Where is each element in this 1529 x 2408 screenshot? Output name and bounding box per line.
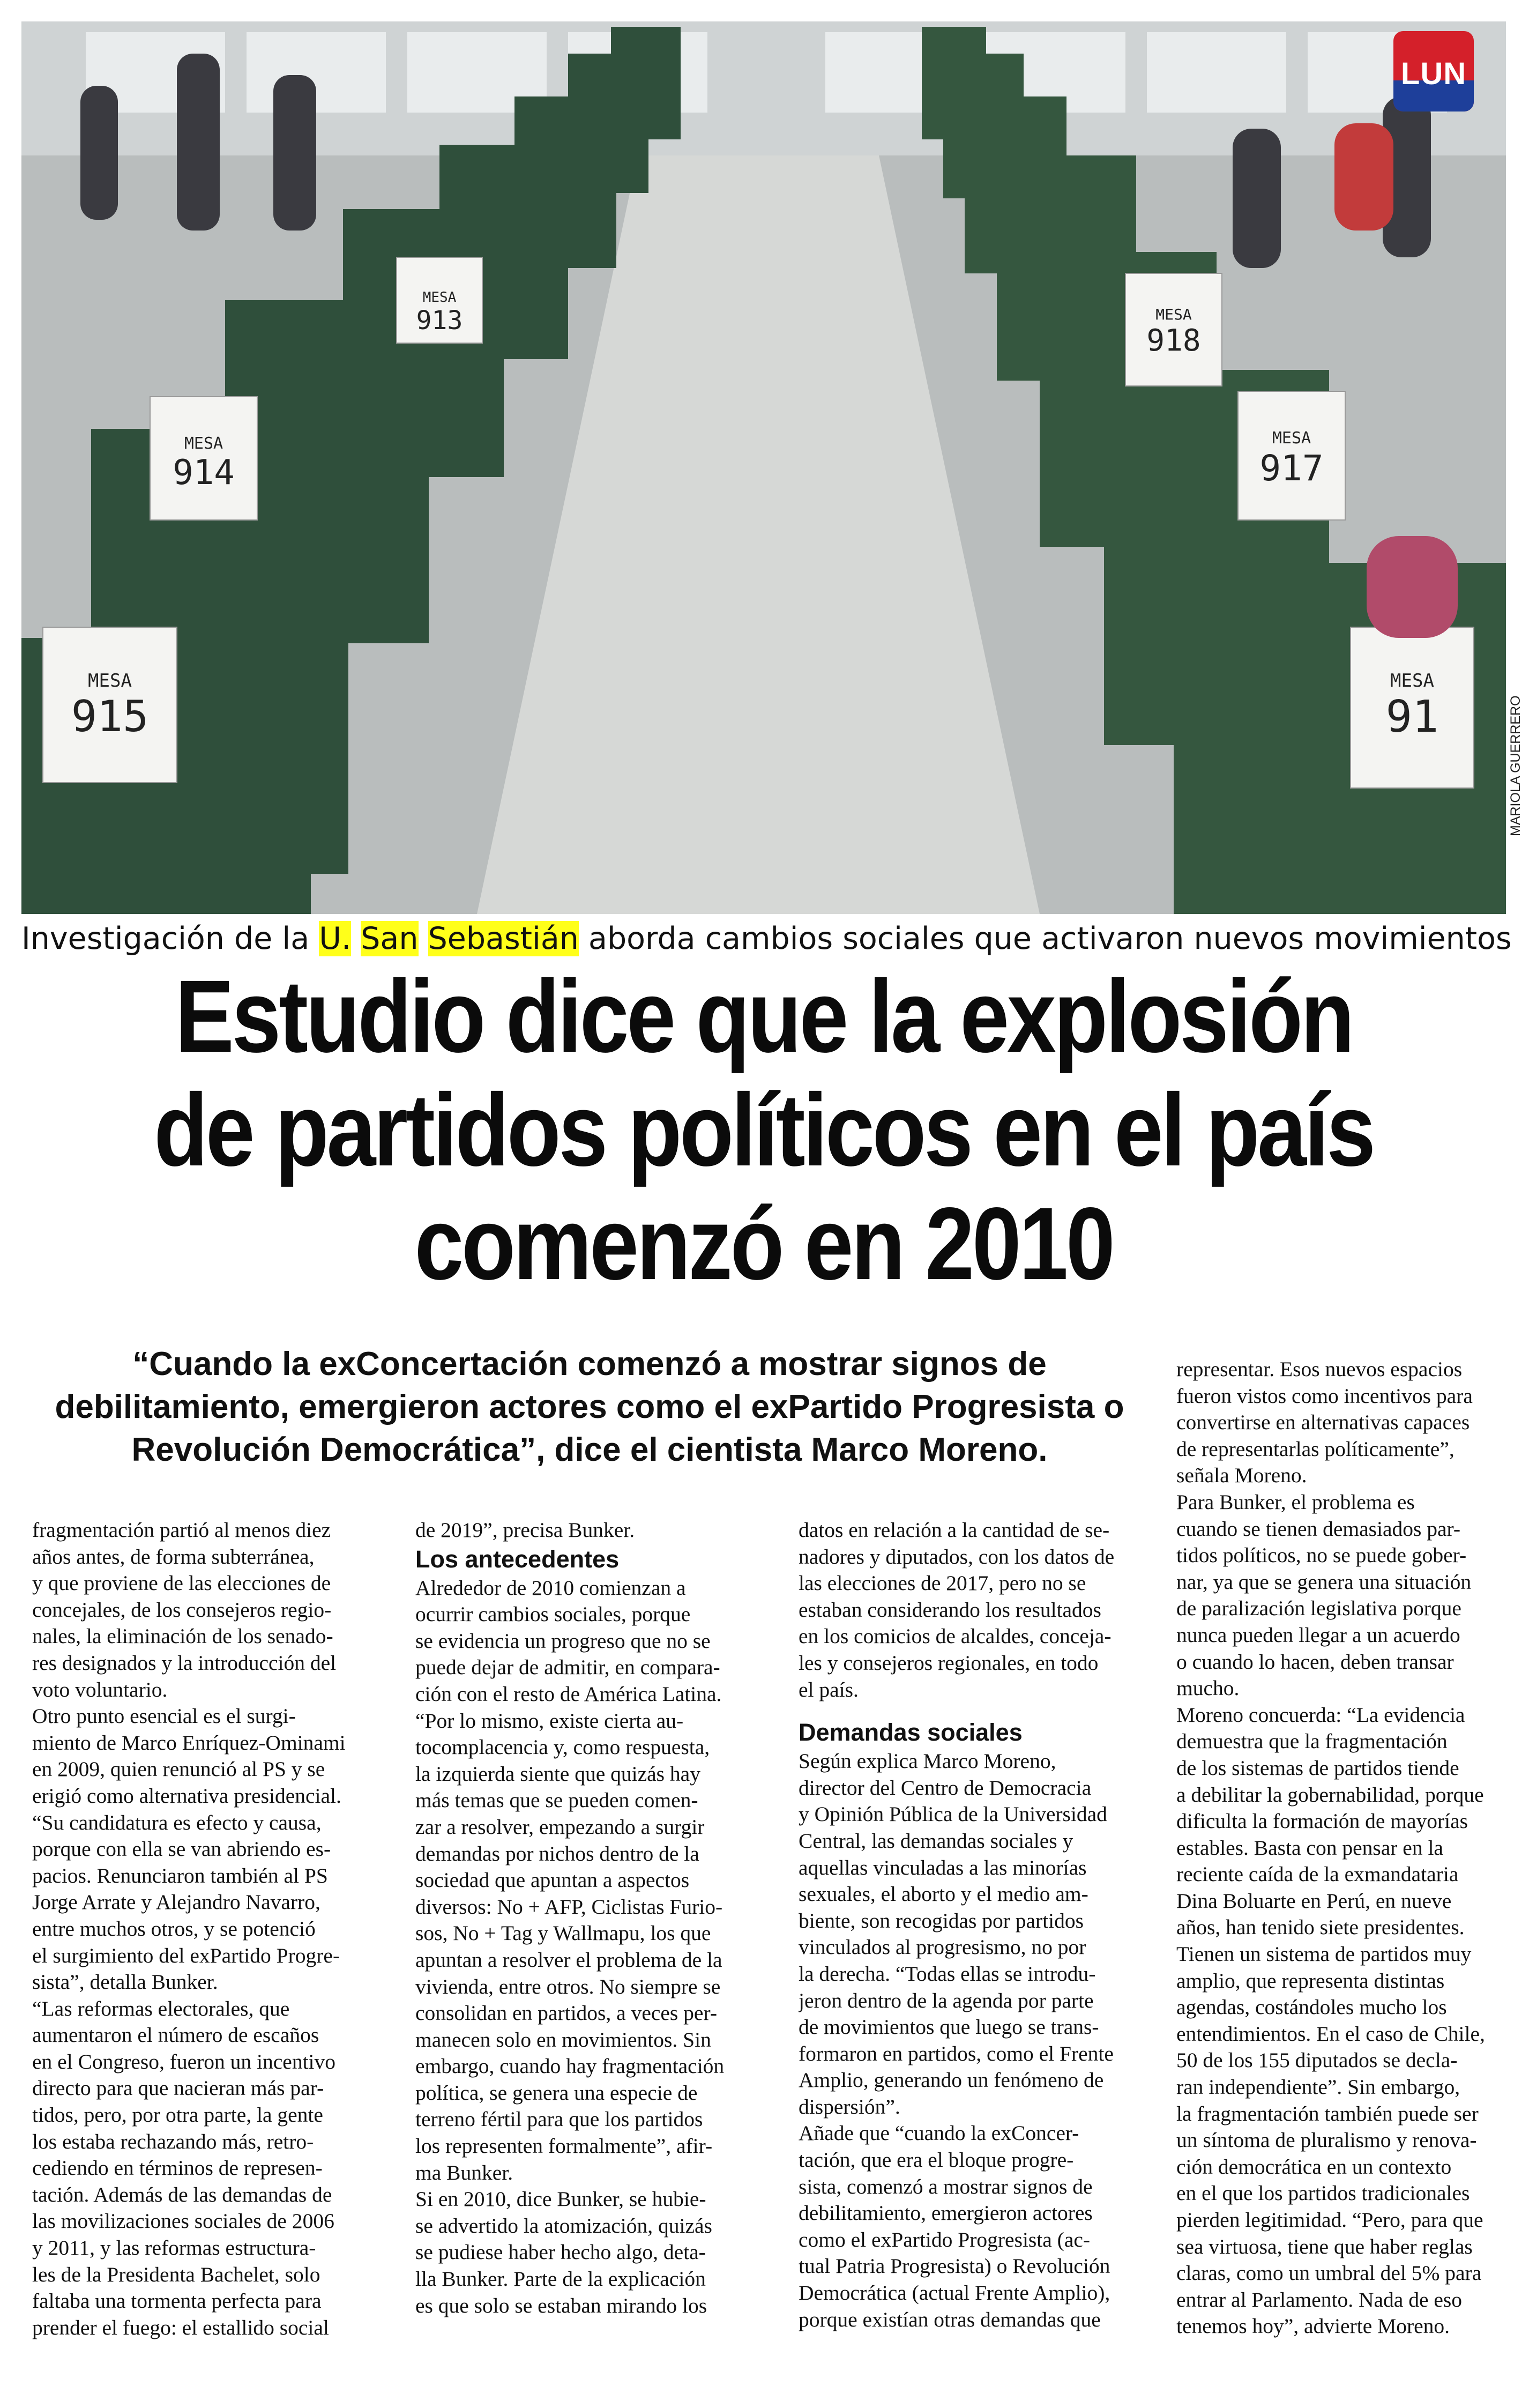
body-text-line: nadores y diputados, con los datos de bbox=[799, 1544, 1115, 1569]
body-text-line: consolidan en partidos, a veces per- bbox=[415, 2001, 717, 2025]
body-text-line: manecen solo en movimientos. Sin bbox=[415, 2027, 711, 2052]
booth-sign-914: MESA 914 bbox=[173, 434, 235, 493]
headline-line-1: Estudio dice que la explosión bbox=[175, 958, 1353, 1074]
body-column-4 bbox=[1176, 1356, 1519, 2340]
body-text-line: porque con ella se van abriendo es- bbox=[32, 1837, 331, 1861]
body-text-line: vivienda, entre otros. No siempre se bbox=[415, 1974, 721, 1998]
body-column-1 bbox=[32, 1517, 375, 2341]
body-text-line: el país. bbox=[799, 1677, 859, 1701]
body-text-line: miento de Marco Enríquez-Ominami bbox=[32, 1730, 346, 1755]
body-text-line: tación. Además de las demandas de bbox=[32, 2182, 332, 2206]
body-text-line: les de la Presidenta Bachelet, solo bbox=[32, 2262, 320, 2286]
body-text-line: fragmentación partió al menos diez bbox=[32, 1518, 331, 1542]
body-text-line: vinculados al progresismo, no por bbox=[799, 1935, 1086, 1959]
booth-sign-915: MESA 915 bbox=[71, 670, 149, 741]
body-text-line: diversos: No + AFP, Ciclistas Furio- bbox=[415, 1894, 723, 1919]
body-text-line: ción democrática en un contexto bbox=[1176, 2154, 1452, 2179]
body-text-line: sista, comenzó a mostrar signos de bbox=[799, 2174, 1093, 2198]
highlight-sebastian: Sebastián bbox=[428, 921, 579, 956]
body-text-line: cuando se tienen demasiados par- bbox=[1176, 1517, 1461, 1541]
body-text-line: dispersión”. bbox=[799, 2094, 900, 2119]
body-text-line: aumentaron el número de escaños bbox=[32, 2023, 319, 2047]
body-text-line: Amplio, generando un fenómeno de bbox=[799, 2068, 1104, 2092]
body-text-line: estaban considerando los resultados bbox=[799, 1597, 1101, 1622]
body-text-line: cediendo en términos de represen- bbox=[32, 2156, 323, 2180]
body-text-line: Moreno concuerda: “La evidencia bbox=[1176, 1703, 1465, 1727]
body-text-line: Democrática (actual Frente Amplio), bbox=[799, 2281, 1110, 2305]
body-text-line: se evidencia un progreso que no se bbox=[415, 1629, 711, 1653]
body-text-line: y que proviene de las elecciones de bbox=[32, 1571, 331, 1595]
body-text-line: claras, como un umbral del 5% para bbox=[1176, 2261, 1482, 2285]
body-text-line: sexuales, el aborto y el medio am- bbox=[799, 1882, 1088, 1906]
body-text-line: nar, ya que se genera una situación bbox=[1176, 1570, 1472, 1594]
body-text-line: entrar al Parlamento. Nada de eso bbox=[1176, 2287, 1463, 2312]
photo-credit: MARIOLA GUERRERO bbox=[1508, 695, 1523, 836]
body-text-line: tenemos hoy”, advierte Moreno. bbox=[1176, 2314, 1450, 2338]
body-text-line: un síntoma de pluralismo y renova- bbox=[1176, 2128, 1477, 2152]
body-text-line: de 2019”, precisa Bunker. bbox=[415, 1518, 635, 1542]
body-text-line: terreno fértil para que los partidos bbox=[415, 2107, 703, 2131]
body-text-line: en los comicios de alcaldes, conceja- bbox=[799, 1624, 1112, 1648]
body-text-line: res designados y la introducción del bbox=[32, 1651, 337, 1675]
body-text-line: tidos, pero, por otra parte, la gente bbox=[32, 2103, 323, 2127]
body-text-line: “Por lo mismo, existe cierta au- bbox=[415, 1708, 684, 1733]
booth-sign-917: MESA 917 bbox=[1259, 429, 1324, 489]
body-text-line: sista”, detalla Bunker. bbox=[32, 1970, 218, 1994]
body-text-line: Según explica Marco Moreno, bbox=[799, 1749, 1056, 1773]
body-text-line: se pudiese haber hecho algo, deta- bbox=[415, 2240, 706, 2264]
body-text-line: sea virtuosa, tiene que haber reglas bbox=[1176, 2234, 1473, 2258]
body-text-line: Si en 2010, dice Bunker, se hubie- bbox=[415, 2187, 706, 2211]
body-text-line: puede dejar de admitir, en compara- bbox=[415, 1655, 720, 1679]
body-text-line: el surgimiento del exPartido Progre- bbox=[32, 1943, 340, 1967]
body-text-line: les y consejeros regionales, en todo bbox=[799, 1651, 1099, 1675]
body-text-line: a debilitar la gobernabilidad, porque bbox=[1176, 1782, 1484, 1807]
body-text-line: las elecciones de 2017, pero no se bbox=[799, 1571, 1086, 1595]
body-text-line: los estaba rechazando más, retro- bbox=[32, 2129, 314, 2153]
body-text-line: directo para que nacieran más par- bbox=[32, 2076, 324, 2100]
body-text-line: agendas, costándoles mucho los bbox=[1176, 1995, 1447, 2019]
body-text-line: demandas por nichos dentro de la bbox=[415, 1841, 699, 1866]
body-text-line: en el Congreso, fueron un incentivo bbox=[32, 2049, 336, 2073]
body-text-line: de paralización legislativa porque bbox=[1176, 1596, 1461, 1621]
body-text-line: política, se genera una especie de bbox=[415, 2080, 698, 2105]
body-text-line: más temas que se pueden comen- bbox=[415, 1788, 698, 1812]
body-text-line: Alrededor de 2010 comienzan a bbox=[415, 1575, 686, 1600]
body-text-line: convertirse en alternativas capaces bbox=[1176, 1410, 1470, 1435]
booth-sign-913: MESA 913 bbox=[416, 289, 463, 336]
body-text-line: “Su candidatura es efecto y causa, bbox=[32, 1810, 322, 1834]
body-text-line: erigió como alternativa presidencial. bbox=[32, 1783, 341, 1808]
body-text-line: años antes, de forma subterránea, bbox=[32, 1544, 315, 1569]
body-text-line: ran independiente”. Sin embargo, bbox=[1176, 2075, 1460, 2099]
lead-photo bbox=[21, 21, 1506, 914]
body-text-line: porque existían otras demandas que bbox=[799, 2307, 1101, 2331]
body-text-line: sos, No + Tag y Wallmapu, los que bbox=[415, 1921, 711, 1945]
body-text-line: los representen formalmente”, afir- bbox=[415, 2134, 713, 2158]
subhead-demandas-sociales: Demandas sociales bbox=[799, 1719, 1023, 1746]
highlight-san: San bbox=[361, 921, 419, 956]
body-text-line: ocurrir cambios sociales, porque bbox=[415, 1602, 691, 1626]
body-text-line: entendimientos. En el caso de Chile, bbox=[1176, 2021, 1485, 2046]
body-text-line: y 2011, y las reformas estructura- bbox=[32, 2236, 316, 2260]
body-text-line: tidos políticos, no se puede gober- bbox=[1176, 1543, 1467, 1567]
kicker: Investigación de la U. San Sebastián aborda cambios sociales que activaron nuevos movimientos bbox=[21, 921, 1512, 956]
body-column-2 bbox=[415, 1517, 758, 2319]
lun-logo: LUN bbox=[1393, 31, 1474, 112]
body-text-line: señala Moreno. bbox=[1176, 1463, 1307, 1488]
body-text-line: entre muchos otros, y se potenció bbox=[32, 1916, 316, 1941]
body-text-line: voto voluntario. bbox=[32, 1677, 168, 1701]
body-text-line: apuntan a resolver el problema de la bbox=[415, 1948, 722, 1972]
body-text-line: estables. Basta con pensar en la bbox=[1176, 1835, 1443, 1860]
body-text-line: lla Bunker. Parte de la explicación bbox=[415, 2267, 706, 2291]
body-text-line: Añade que “cuando la exConcer- bbox=[799, 2121, 1079, 2145]
body-text-line: es que solo se estaban mirando los bbox=[415, 2293, 707, 2317]
booth-sign-916: MESA 91 bbox=[1385, 670, 1439, 742]
subhead-antecedentes: Los antecedentes bbox=[415, 1545, 620, 1573]
body-text-line: tocomplacencia y, como respuesta, bbox=[415, 1735, 710, 1759]
body-text-line: concejales, de los consejeros regio- bbox=[32, 1597, 332, 1622]
body-text-line: sociedad que apuntan a aspectos bbox=[415, 1868, 690, 1892]
body-text-line: Otro punto esencial es el surgi- bbox=[32, 1704, 296, 1728]
body-text-line: la izquierda siente que quizás hay bbox=[415, 1762, 700, 1786]
headline-line-3: comenzó en 2010 bbox=[414, 1186, 1113, 1301]
body-text-line: demuestra que la fragmentación bbox=[1176, 1729, 1448, 1753]
body-text-line: Dina Boluarte en Perú, en nueve bbox=[1176, 1889, 1452, 1913]
body-text-line: formaron en partidos, como el Frente bbox=[799, 2041, 1114, 2065]
body-text-line: de los sistemas de partidos tiende bbox=[1176, 1756, 1459, 1780]
body-text-line: prender el fuego: el estallido social bbox=[32, 2315, 329, 2339]
body-text-line: Para Bunker, el problema es bbox=[1176, 1490, 1415, 1514]
body-text-line: y Opinión Pública de la Universidad bbox=[799, 1802, 1107, 1826]
body-text-line: director del Centro de Democracia bbox=[799, 1775, 1092, 1800]
body-text-line: pierden legitimidad. “Pero, para que bbox=[1176, 2208, 1483, 2232]
body-text-line: años, han tenido siete presidentes. bbox=[1176, 1915, 1465, 1939]
body-text-line: fueron vistos como incentivos para bbox=[1176, 1384, 1473, 1408]
highlight-u: U. bbox=[319, 921, 352, 956]
body-text-line: embargo, cuando hay fragmentación bbox=[415, 2054, 725, 2078]
body-text-line: “Las reformas electorales, que bbox=[32, 1996, 290, 2020]
body-text-line: faltaba una tormenta perfecta para bbox=[32, 2289, 322, 2313]
body-text-line: ción con el resto de América Latina. bbox=[415, 1682, 722, 1706]
body-text-line: dificulta la formación de mayorías bbox=[1176, 1809, 1468, 1833]
body-text-line: ma Bunker. bbox=[415, 2160, 513, 2184]
body-text-line: representar. Esos nuevos espacios bbox=[1176, 1357, 1463, 1381]
body-column-3 bbox=[799, 1517, 1152, 2333]
body-text-line: como el exPartido Progresista (ac- bbox=[799, 2227, 1091, 2251]
body-text-line: se advertido la atomización, quizás bbox=[415, 2213, 712, 2238]
body-text-line: las movilizaciones sociales de 2006 bbox=[32, 2209, 334, 2233]
body-text-line: Jorge Arrate y Alejandro Navarro, bbox=[32, 1890, 320, 1914]
body-text-line: reciente caída de la exmandataria bbox=[1176, 1862, 1459, 1886]
body-text-line: Tienen un sistema de partidos muy bbox=[1176, 1942, 1472, 1966]
headline-line-2: de partidos políticos en el país bbox=[154, 1072, 1374, 1187]
body-text-line: jeron dentro de la agenda por parte bbox=[799, 1988, 1094, 2012]
body-text-line: la derecha. “Todas ellas se introdu- bbox=[799, 1961, 1096, 1986]
body-text-line: tación, que era el bloque progre- bbox=[799, 2148, 1074, 2172]
body-text-line: 50 de los 155 diputados se decla- bbox=[1176, 2048, 1458, 2072]
body-text-line: tual Patria Progresista) o Revolución bbox=[799, 2254, 1110, 2278]
deck: “Cuando la exConcertación comenzó a mostrar signos de debilitamiento, emergieron actores como el exPartido Progresista o Revolución Democrática”, dice el cientista Marco Moreno. bbox=[55, 1346, 1124, 1468]
body-text-line: zar a resolver, empezando a surgir bbox=[415, 1815, 705, 1839]
body-text-line: en 2009, quien renunció al PS y se bbox=[32, 1757, 325, 1781]
body-text-line: de representarlas políticamente”, bbox=[1176, 1437, 1455, 1461]
body-text-line: pacios. Renunciaron también al PS bbox=[32, 1863, 328, 1887]
body-text-line: la fragmentación también puede ser bbox=[1176, 2101, 1479, 2125]
body-text-line: biente, son recogidas por partidos bbox=[799, 1908, 1084, 1933]
body-text-line: en el que los partidos tradicionales bbox=[1176, 2181, 1470, 2205]
body-text-line: Central, las demandas sociales y bbox=[799, 1829, 1073, 1853]
body-text-line: mucho. bbox=[1176, 1676, 1240, 1700]
booth-sign-918: MESA 918 bbox=[1146, 306, 1201, 358]
body-text-line: de movimientos que luego se trans- bbox=[799, 2015, 1099, 2039]
body-text-line: amplio, que representa distintas bbox=[1176, 1968, 1445, 1993]
headline bbox=[21, 960, 1506, 1300]
body-text-line: aquellas vinculadas a las minorías bbox=[799, 1855, 1087, 1879]
body-text-line: nunca pueden llegar a un acuerdo bbox=[1176, 1623, 1460, 1647]
body-text-line: o cuando lo hacen, deben transar bbox=[1176, 1649, 1454, 1674]
body-text-line: datos en relación a la cantidad de se- bbox=[799, 1518, 1110, 1542]
body-text-line: debilitamiento, emergieron actores bbox=[799, 2201, 1093, 2225]
body-text-line: nales, la eliminación de los senado- bbox=[32, 1624, 333, 1648]
